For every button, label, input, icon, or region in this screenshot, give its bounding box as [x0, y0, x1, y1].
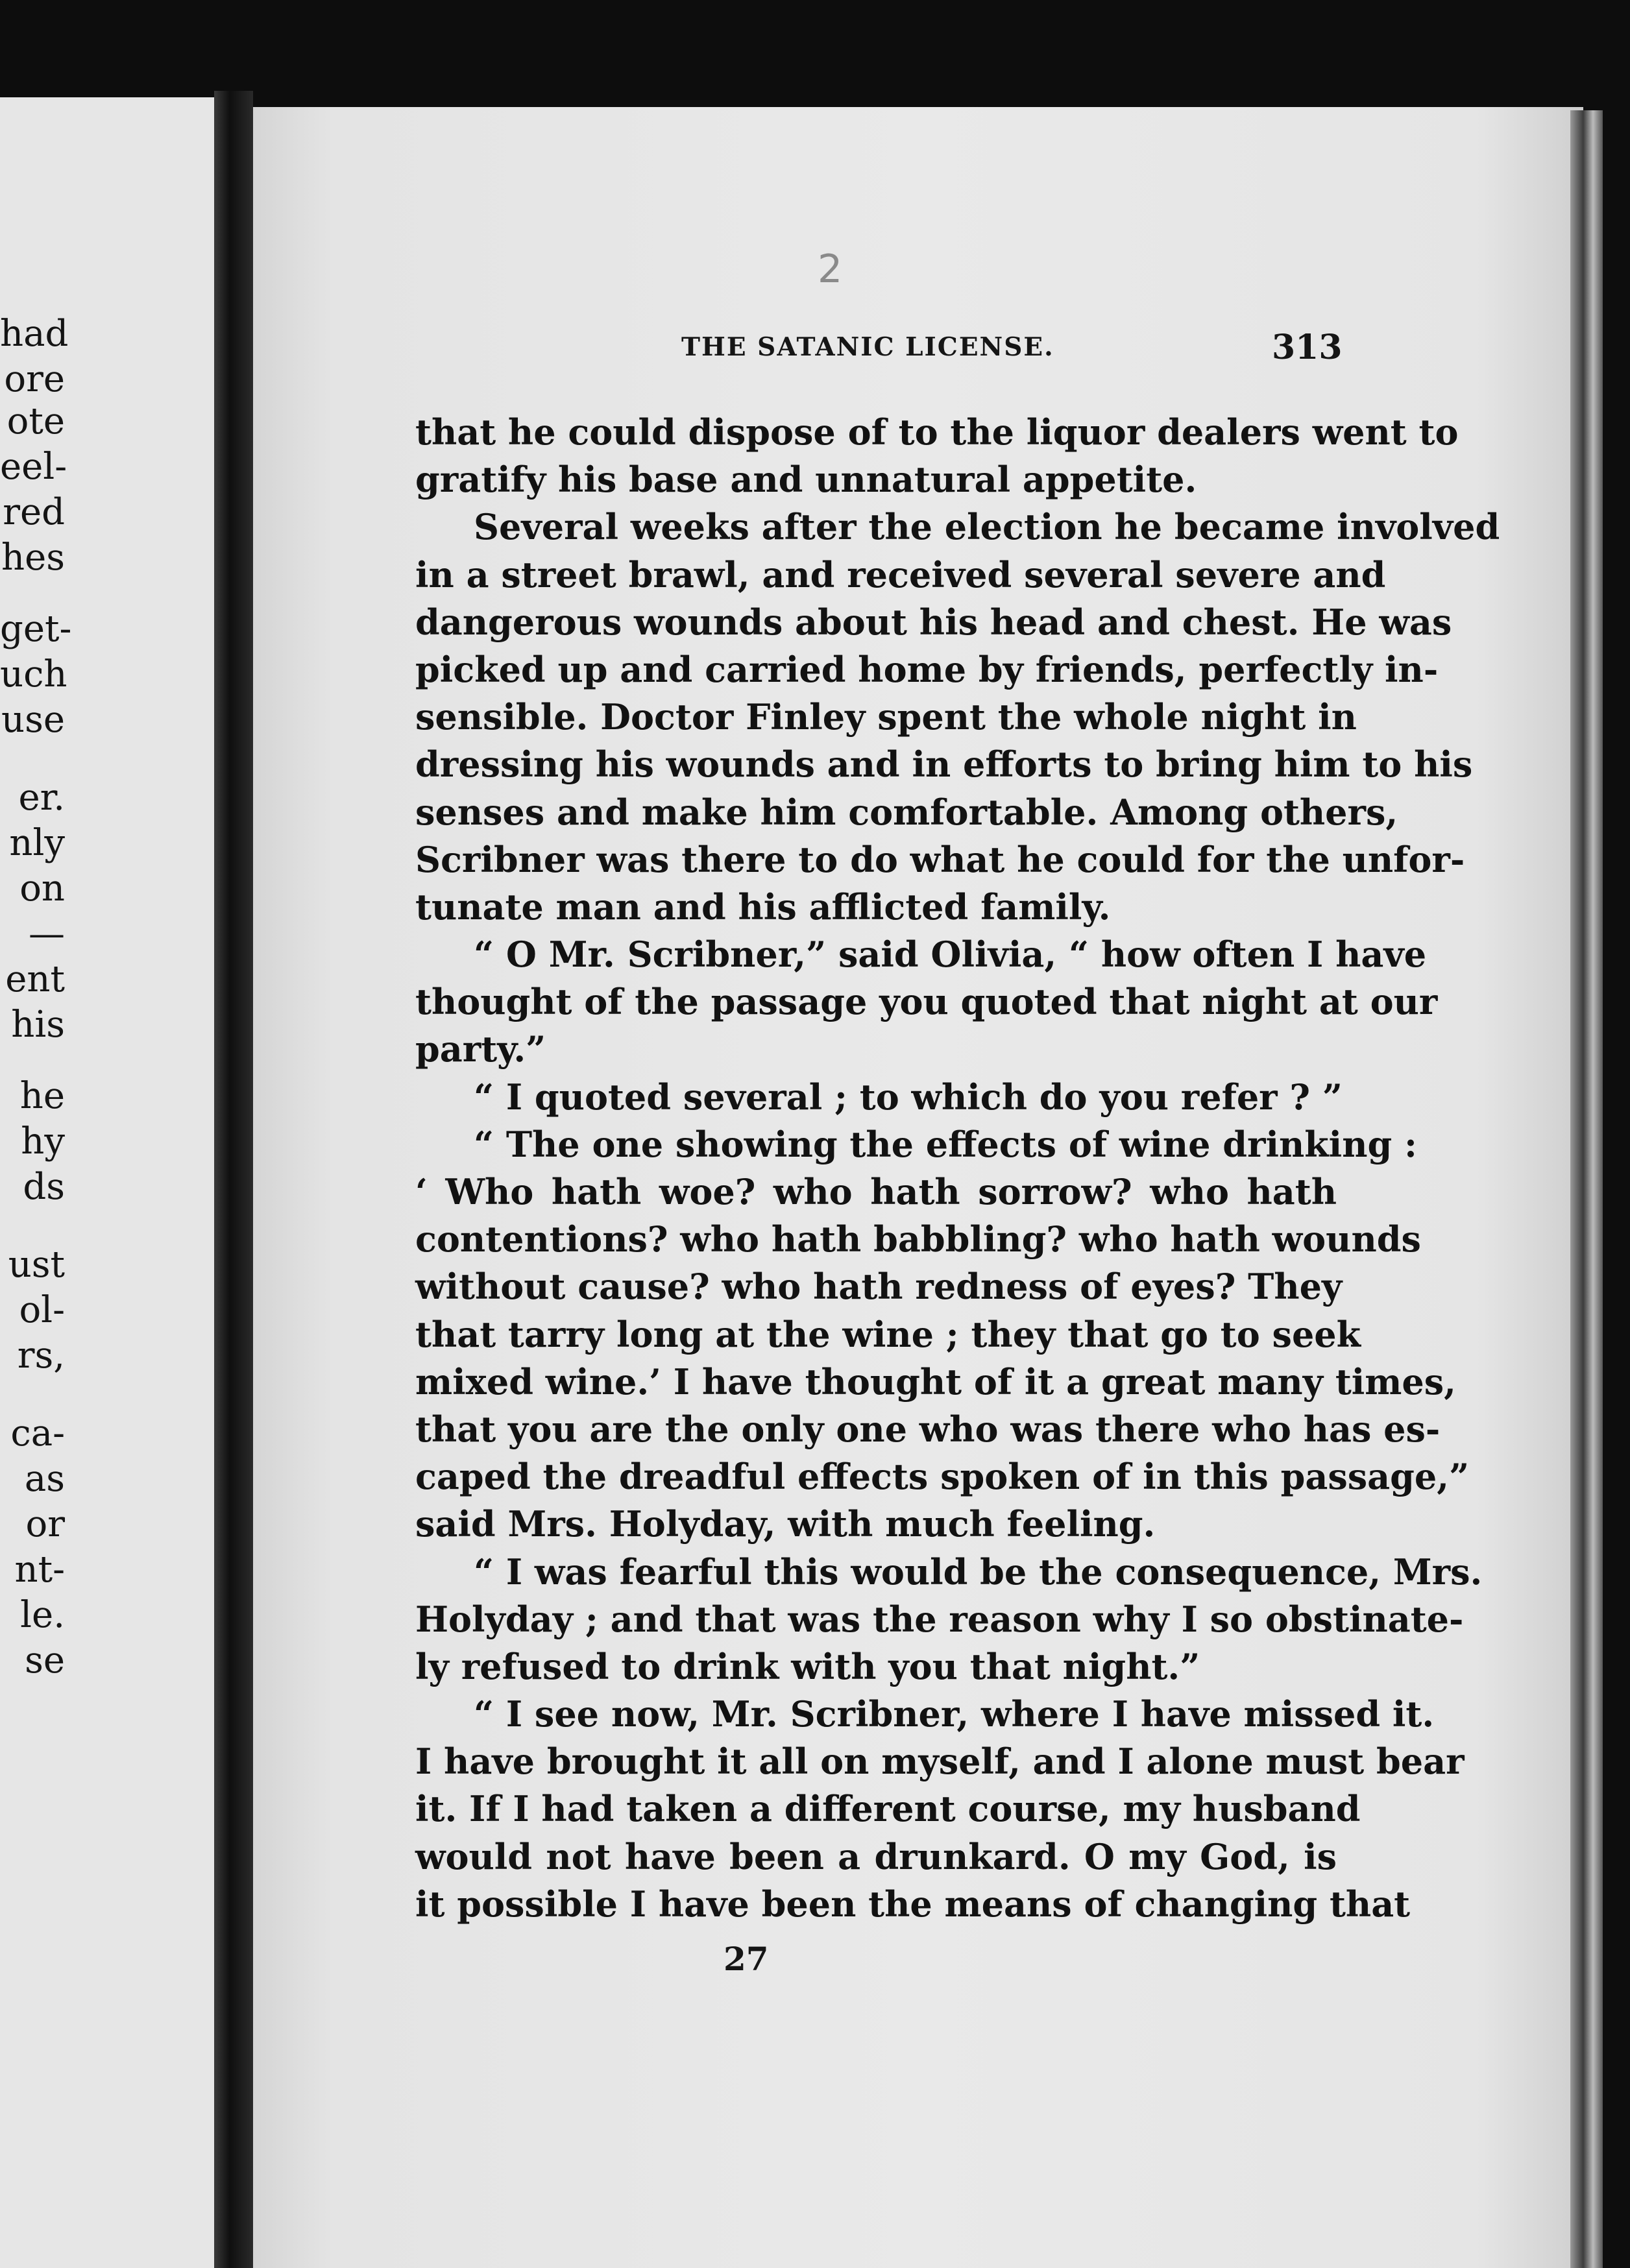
body-text	[415, 409, 1500, 1928]
text-line: Holyday ; and that was the reason why I so obstinate-	[415, 1598, 1464, 1640]
left-page-fragment: his	[11, 1004, 65, 1046]
text-line: dressing his wounds and in efforts to bring him to his	[415, 743, 1473, 786]
left-page-fragment: ol-	[19, 1289, 65, 1331]
left-page-fragment: on	[19, 867, 65, 910]
running-head: THE SATANIC LICENSE.	[681, 332, 1054, 362]
text-line: picked up and carried home by friends, perfectly in-	[415, 648, 1439, 690]
text-line: “ O Mr. Scribner,” said Olivia, “ how often I have	[474, 934, 1427, 976]
left-page-fragment: ore	[4, 358, 65, 400]
left-page-fragment: he	[19, 1075, 65, 1117]
left-page-fragment: ent	[5, 958, 65, 1000]
page-edge	[1570, 110, 1603, 2268]
left-page-fragment: ca-	[10, 1412, 65, 1454]
left-page-fragment: le.	[20, 1594, 65, 1636]
text-line: that you are the only one who was there who has es-	[415, 1408, 1441, 1450]
text-line: tunate man and his afflicted family.	[415, 886, 1111, 928]
text-line: senses and make him comfortable. Among others,	[415, 791, 1398, 833]
text-line: in a street brawl, and received several severe and	[415, 553, 1386, 596]
text-line: “ I quoted several ; to which do you refer ? ”	[474, 1076, 1343, 1118]
text-line: would not have been a drunkard. O my God, is	[415, 1835, 1337, 1877]
left-page-fragment: hes	[1, 537, 65, 579]
text-line: without cause? who hath redness of eyes? They	[415, 1266, 1343, 1308]
text-line: dangerous wounds about his head and chest. He was	[415, 601, 1452, 643]
text-line: that he could dispose of to the liquor dealers went to	[415, 411, 1459, 453]
left-page-fragment: ds	[23, 1166, 65, 1208]
facing-page-left	[0, 97, 214, 2268]
text-line: thought of the passage you quoted that night at our	[415, 981, 1438, 1023]
left-page-fragment: red	[3, 491, 65, 533]
left-page-fragment: er.	[18, 777, 65, 819]
text-line: party.”	[415, 1028, 546, 1070]
left-page-fragment: —	[29, 913, 65, 955]
text-line: said Mrs. Holyday, with much feeling.	[415, 1503, 1156, 1545]
signature-mark: 27	[724, 1940, 769, 1978]
left-page-fragment: uch	[0, 653, 67, 695]
left-page-fragment: as	[24, 1458, 65, 1500]
text-line: Scribner was there to do what he could for the unfor-	[415, 838, 1465, 880]
left-page-fragment: rs,	[17, 1334, 65, 1377]
text-line: gratify his base and unnatural appetite.	[415, 459, 1197, 501]
text-line: sensible. Doctor Finley spent the whole night in	[415, 696, 1357, 738]
text-line: Several weeks after the election he became involved	[474, 506, 1500, 548]
left-page-fragment: or	[25, 1503, 65, 1545]
left-page-fragment: nly	[9, 822, 65, 864]
text-line: contentions? who hath babbling? who hath wounds	[415, 1218, 1421, 1261]
left-page-fragment: se	[25, 1639, 65, 1682]
left-page-fragment: ote	[6, 400, 65, 442]
text-line: ly refused to drink with you that night.”	[415, 1645, 1200, 1687]
text-line: “ The one showing the effects of wine drinking :	[474, 1123, 1417, 1165]
left-page-fragment: eel-	[0, 446, 67, 488]
text-line: it possible I have been the means of changing that	[415, 1883, 1411, 1925]
text-line: ‘ Who hath woe? who hath sorrow? who hath	[415, 1171, 1337, 1212]
text-line: “ I see now, Mr. Scribner, where I have missed it.	[474, 1693, 1435, 1735]
left-page-fragment: ust	[8, 1244, 65, 1286]
book-gutter	[214, 91, 253, 2268]
text-line: mixed wine.’ I have thought of it a great many times,	[415, 1360, 1456, 1403]
text-line: caped the dreadful effects spoken of in this passage,”	[415, 1456, 1470, 1498]
page-number: 313	[1272, 328, 1343, 367]
left-page-fragment: hy	[21, 1120, 65, 1163]
text-line: that tarry long at the wine ; they that go to seek	[415, 1313, 1361, 1355]
left-page-fragment: nt-	[14, 1549, 65, 1591]
text-line: “ I was fearful this would be the consequence, Mrs.	[474, 1550, 1483, 1593]
text-line: it. If I had taken a different course, my husband	[415, 1788, 1361, 1830]
left-page-fragment: use	[1, 699, 65, 741]
left-page-fragment: get-	[0, 608, 72, 650]
pencil-annotation: 2	[818, 247, 843, 292]
text-line: I have brought it all on myself, and I alone must bear	[415, 1741, 1465, 1783]
left-page-fragment: had	[0, 313, 69, 355]
